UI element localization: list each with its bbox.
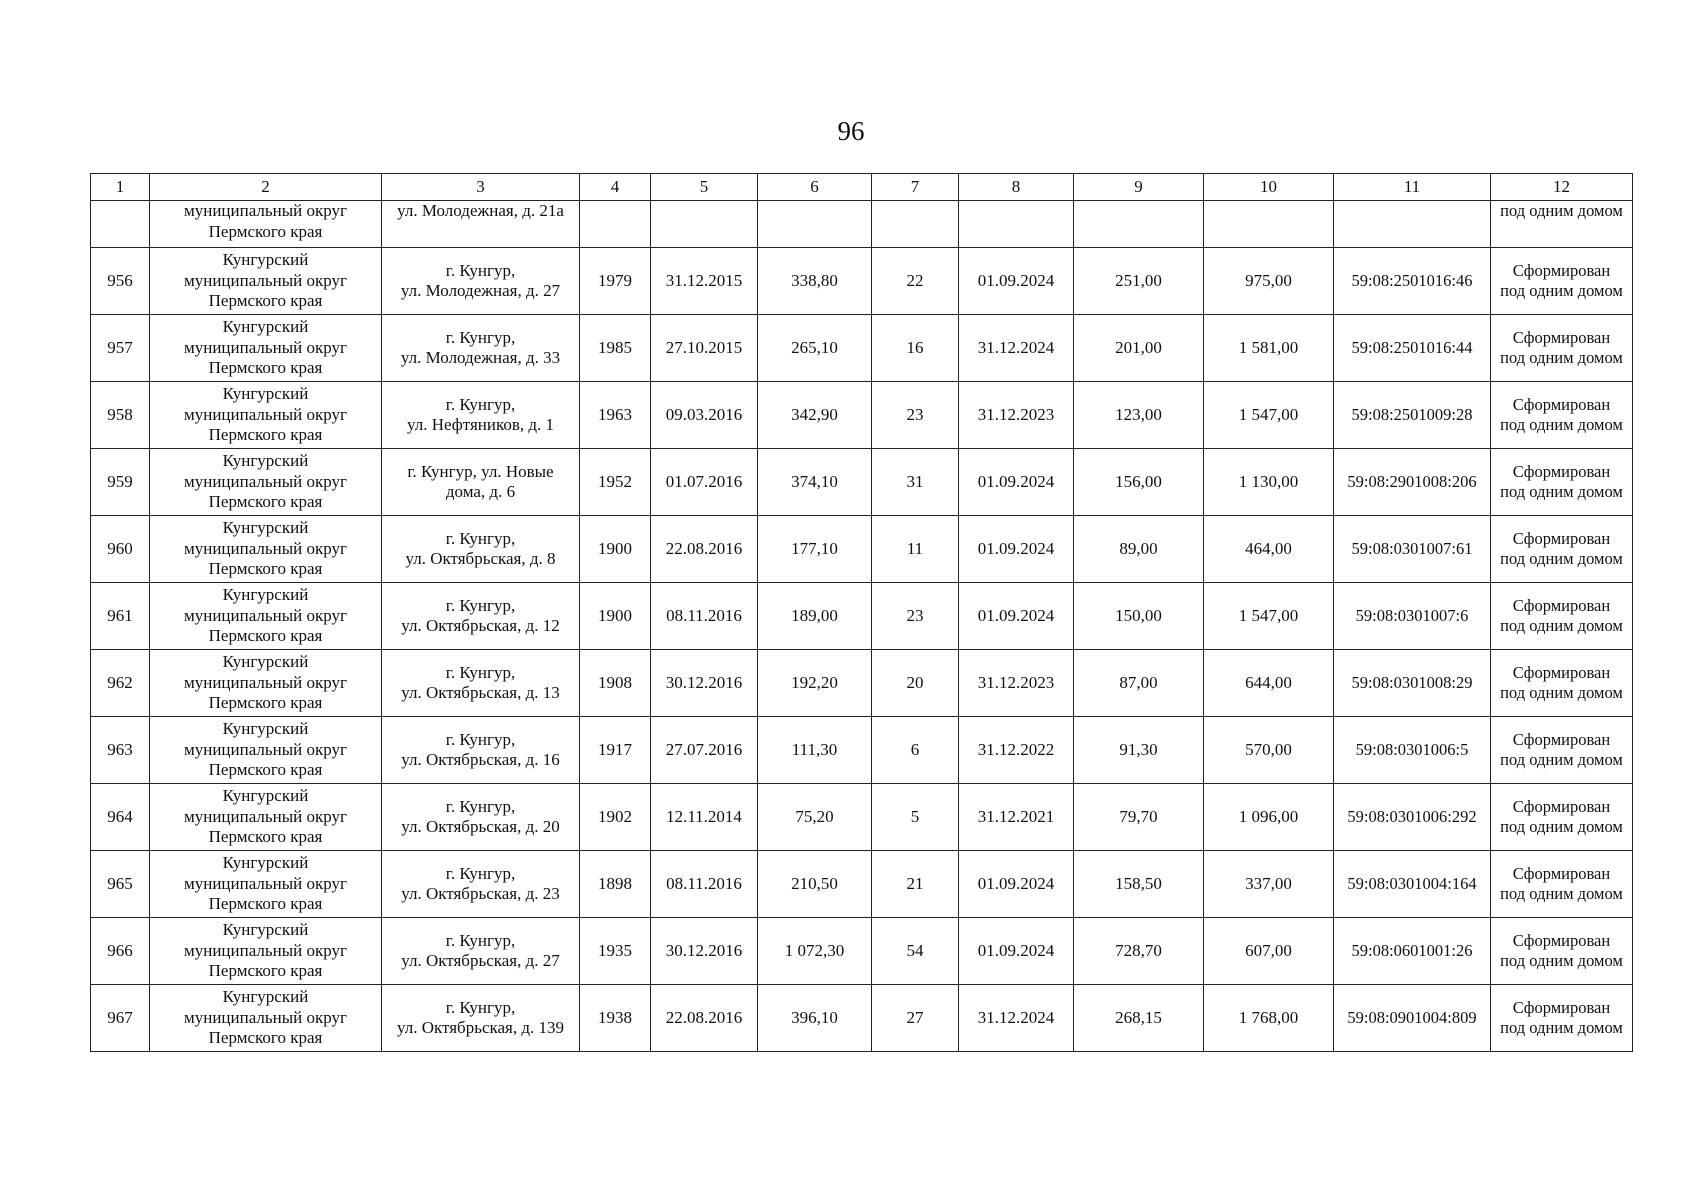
address-line: г. Кунгур, (445, 595, 516, 615)
cell-area (758, 201, 872, 248)
cell-date (651, 201, 758, 248)
address-line: г. Кунгур, (445, 327, 516, 347)
municipality-line: Пермского края (208, 626, 323, 646)
municipality-line: Кунгурский (222, 987, 309, 1007)
status-line: под одним домом (1500, 817, 1623, 836)
cell-municipality (150, 650, 382, 717)
table-body (91, 174, 1633, 1052)
address-line: ул. Молодежная, д. 21а (397, 201, 564, 220)
status-line: Сформирован (1512, 930, 1611, 950)
cell-status (1491, 449, 1633, 516)
municipality-line: Пермского края (208, 894, 323, 914)
address-line: г. Кунгур, ул. Новые (407, 461, 554, 481)
cell-number: 960 (91, 516, 150, 583)
municipality-line: Кунгурский (222, 451, 309, 471)
cell-date: 22.08.2016 (651, 516, 758, 583)
status-line: под одним домом (1500, 415, 1623, 434)
address-line: ул. Октябрьская, д. 12 (401, 616, 560, 635)
cell-year: 1917 (580, 717, 651, 784)
column-header-3: 3 (382, 174, 580, 201)
cell-date: 30.12.2016 (651, 650, 758, 717)
cell-deadline: 31.12.2023 (959, 382, 1074, 449)
cell-municipality (150, 918, 382, 985)
cell-date: 27.10.2015 (651, 315, 758, 382)
cell-address (382, 985, 580, 1052)
status-line: под одним домом (1500, 616, 1623, 635)
cell-cadastral: 59:08:2501016:46 (1334, 248, 1491, 315)
address-line: дома, д. 6 (445, 482, 516, 501)
municipality-line: муниципальный округ (183, 404, 348, 424)
address-line: г. Кунгур, (445, 662, 516, 682)
cell-number: 959 (91, 449, 150, 516)
column-header-11: 11 (1334, 174, 1491, 201)
cell-cadastral: 59:08:2901008:206 (1334, 449, 1491, 516)
cell-address (382, 918, 580, 985)
municipality-line: муниципальный округ (183, 806, 348, 826)
cell-date: 08.11.2016 (651, 851, 758, 918)
cell-status (1491, 516, 1633, 583)
municipality-line: Кунгурский (222, 518, 309, 538)
cell-residents: 27 (872, 985, 959, 1052)
status-line: Сформирован (1512, 260, 1611, 280)
status-line: Сформирован (1512, 729, 1611, 749)
column-header-5: 5 (651, 174, 758, 201)
column-header-10: 10 (1204, 174, 1334, 201)
cell-land-area: 1 130,00 (1204, 449, 1334, 516)
cell-residents (872, 201, 959, 248)
cell-status (1491, 248, 1633, 315)
cell-date: 12.11.2014 (651, 784, 758, 851)
status-line: Сформирован (1512, 796, 1611, 816)
cell-deadline: 01.09.2024 (959, 516, 1074, 583)
municipality-line: Пермского края (208, 827, 323, 847)
municipality-line: Пермского края (208, 760, 323, 780)
cell-land-area: 1 096,00 (1204, 784, 1334, 851)
cell-municipality (150, 201, 382, 248)
municipality-line: муниципальный округ (183, 538, 348, 558)
column-header-9: 9 (1074, 174, 1204, 201)
cell-status (1491, 784, 1633, 851)
table-row (91, 918, 1633, 985)
address-line: г. Кунгур, (445, 260, 516, 280)
table-row (91, 248, 1633, 315)
address-line: г. Кунгур, (445, 796, 516, 816)
cell-area-2: 251,00 (1074, 248, 1204, 315)
status-line: под одним домом (1500, 683, 1623, 702)
status-line: под одним домом (1500, 201, 1623, 220)
table-row (91, 315, 1633, 382)
cell-area-2: 87,00 (1074, 650, 1204, 717)
status-line: Сформирован (1512, 662, 1611, 682)
table-row (91, 717, 1633, 784)
cell-number: 957 (91, 315, 150, 382)
municipality-line: Пермского края (208, 559, 323, 579)
cell-number: 963 (91, 717, 150, 784)
column-header-6: 6 (758, 174, 872, 201)
municipality-line: Пермского края (208, 358, 323, 378)
cell-municipality (150, 985, 382, 1052)
cell-deadline: 31.12.2021 (959, 784, 1074, 851)
cell-year (580, 201, 651, 248)
column-header-7: 7 (872, 174, 959, 201)
column-header-8: 8 (959, 174, 1074, 201)
cell-land-area: 464,00 (1204, 516, 1334, 583)
page-number: 96 (837, 116, 865, 146)
municipality-line: Пермского края (208, 1028, 323, 1048)
municipality-line: муниципальный округ (183, 337, 348, 357)
cell-status (1491, 650, 1633, 717)
housing-registry-table (90, 173, 1633, 1052)
cell-residents: 20 (872, 650, 959, 717)
cell-residents: 11 (872, 516, 959, 583)
cell-address (382, 784, 580, 851)
address-line: ул. Молодежная, д. 33 (400, 348, 561, 367)
cell-address (382, 583, 580, 650)
table-row (91, 784, 1633, 851)
cell-land-area: 1 547,00 (1204, 583, 1334, 650)
address-line: г. Кунгур, (445, 528, 516, 548)
cell-deadline: 31.12.2024 (959, 315, 1074, 382)
cell-deadline: 01.09.2024 (959, 248, 1074, 315)
cell-land-area: 644,00 (1204, 650, 1334, 717)
cell-area: 1 072,30 (758, 918, 872, 985)
cell-number: 956 (91, 248, 150, 315)
cell-number: 962 (91, 650, 150, 717)
cell-deadline: 31.12.2023 (959, 650, 1074, 717)
municipality-line: Пермского края (208, 693, 323, 713)
municipality-line: Пермского края (208, 291, 323, 311)
municipality-line: муниципальный округ (183, 201, 348, 220)
cell-deadline: 01.09.2024 (959, 918, 1074, 985)
cell-area-2: 89,00 (1074, 516, 1204, 583)
cell-land-area: 1 581,00 (1204, 315, 1334, 382)
cell-status (1491, 918, 1633, 985)
cell-date: 27.07.2016 (651, 717, 758, 784)
cell-date: 09.03.2016 (651, 382, 758, 449)
cell-year: 1900 (580, 583, 651, 650)
cell-address (382, 717, 580, 784)
cell-area-2 (1074, 201, 1204, 248)
cell-cadastral: 59:08:0301007:6 (1334, 583, 1491, 650)
column-number-row (91, 174, 1633, 201)
cell-cadastral: 59:08:0301008:29 (1334, 650, 1491, 717)
status-line: Сформирован (1512, 461, 1611, 481)
status-line: Сформирован (1512, 327, 1611, 347)
table-row (91, 851, 1633, 918)
address-line: ул. Октябрьская, д. 27 (401, 951, 560, 970)
status-line: под одним домом (1500, 482, 1623, 501)
table-row (91, 583, 1633, 650)
cell-cadastral: 59:08:0301007:61 (1334, 516, 1491, 583)
address-line: г. Кунгур, (445, 394, 516, 414)
cell-year: 1935 (580, 918, 651, 985)
cell-municipality (150, 784, 382, 851)
address-line: г. Кунгур, (445, 863, 516, 883)
cell-deadline: 01.09.2024 (959, 851, 1074, 918)
status-line: Сформирован (1512, 997, 1611, 1017)
cell-status (1491, 851, 1633, 918)
status-line: под одним домом (1500, 549, 1623, 568)
cell-municipality (150, 449, 382, 516)
cell-land-area: 337,00 (1204, 851, 1334, 918)
cell-land-area (1204, 201, 1334, 248)
status-line: Сформирован (1512, 595, 1611, 615)
cell-address (382, 449, 580, 516)
table-row (91, 449, 1633, 516)
status-line: под одним домом (1500, 750, 1623, 769)
cell-status (1491, 201, 1633, 248)
cell-area: 192,20 (758, 650, 872, 717)
cell-deadline (959, 201, 1074, 248)
status-line: Сформирован (1512, 528, 1611, 548)
cell-year: 1979 (580, 248, 651, 315)
cell-area-2: 79,70 (1074, 784, 1204, 851)
cell-area: 396,10 (758, 985, 872, 1052)
cell-cadastral: 59:08:2501016:44 (1334, 315, 1491, 382)
municipality-line: Кунгурский (222, 652, 309, 672)
cell-area: 210,50 (758, 851, 872, 918)
cell-date: 08.11.2016 (651, 583, 758, 650)
municipality-line: муниципальный округ (183, 605, 348, 625)
cell-municipality (150, 382, 382, 449)
cell-cadastral: 59:08:0601001:26 (1334, 918, 1491, 985)
cell-number: 965 (91, 851, 150, 918)
cell-date: 01.07.2016 (651, 449, 758, 516)
status-line: Сформирован (1512, 394, 1611, 414)
cell-year: 1908 (580, 650, 651, 717)
cell-area: 177,10 (758, 516, 872, 583)
cell-year: 1898 (580, 851, 651, 918)
status-line: под одним домом (1500, 281, 1623, 300)
municipality-line: муниципальный округ (183, 672, 348, 692)
municipality-line: муниципальный округ (183, 873, 348, 893)
status-line: под одним домом (1500, 1018, 1623, 1037)
status-line: под одним домом (1500, 951, 1623, 970)
table-row (91, 985, 1633, 1052)
address-line: г. Кунгур, (445, 997, 516, 1017)
cell-area: 75,20 (758, 784, 872, 851)
cell-deadline: 01.09.2024 (959, 449, 1074, 516)
cell-area-2: 268,15 (1074, 985, 1204, 1052)
address-line: ул. Октябрьская, д. 13 (401, 683, 560, 702)
municipality-line: Кунгурский (222, 317, 309, 337)
cell-cadastral (1334, 201, 1491, 248)
municipality-line: Пермского края (208, 961, 323, 981)
address-line: г. Кунгур, (445, 729, 516, 749)
cell-status (1491, 583, 1633, 650)
cell-year: 1952 (580, 449, 651, 516)
cell-status (1491, 382, 1633, 449)
address-line: ул. Октябрьская, д. 8 (405, 549, 556, 568)
cell-residents: 22 (872, 248, 959, 315)
cell-address (382, 851, 580, 918)
address-line: ул. Молодежная, д. 27 (400, 281, 561, 300)
cell-municipality (150, 583, 382, 650)
municipality-line: муниципальный округ (183, 739, 348, 759)
cell-cadastral: 59:08:0901004:809 (1334, 985, 1491, 1052)
cell-number: 967 (91, 985, 150, 1052)
municipality-line: Кунгурский (222, 786, 309, 806)
cell-area-2: 156,00 (1074, 449, 1204, 516)
status-line: Сформирован (1512, 863, 1611, 883)
cell-address (382, 248, 580, 315)
cell-status (1491, 717, 1633, 784)
cell-area-2: 158,50 (1074, 851, 1204, 918)
cell-land-area: 1 547,00 (1204, 382, 1334, 449)
cell-land-area: 1 768,00 (1204, 985, 1334, 1052)
cell-year: 1902 (580, 784, 651, 851)
cell-area-2: 91,30 (1074, 717, 1204, 784)
cell-deadline: 31.12.2024 (959, 985, 1074, 1052)
municipality-line: Кунгурский (222, 920, 309, 940)
cell-municipality (150, 516, 382, 583)
cell-area: 111,30 (758, 717, 872, 784)
municipality-line: муниципальный округ (183, 1007, 348, 1027)
cell-number (91, 201, 150, 248)
cell-date: 30.12.2016 (651, 918, 758, 985)
table-row (91, 516, 1633, 583)
cell-residents: 54 (872, 918, 959, 985)
column-header-1: 1 (91, 174, 150, 201)
cell-residents: 21 (872, 851, 959, 918)
cell-address (382, 315, 580, 382)
cell-area-2: 123,00 (1074, 382, 1204, 449)
municipality-line: Кунгурский (222, 585, 309, 605)
cell-municipality (150, 315, 382, 382)
column-header-12: 12 (1491, 174, 1633, 201)
cell-cadastral: 59:08:0301006:292 (1334, 784, 1491, 851)
cell-residents: 16 (872, 315, 959, 382)
cell-address (382, 201, 580, 248)
cell-area-2: 728,70 (1074, 918, 1204, 985)
cell-municipality (150, 851, 382, 918)
cell-area: 189,00 (758, 583, 872, 650)
cell-address (382, 516, 580, 583)
municipality-line: муниципальный округ (183, 940, 348, 960)
municipality-line: Кунгурский (222, 853, 309, 873)
table-row (91, 650, 1633, 717)
cell-area: 342,90 (758, 382, 872, 449)
cell-area: 374,10 (758, 449, 872, 516)
cell-number: 958 (91, 382, 150, 449)
cell-cadastral: 59:08:0301004:164 (1334, 851, 1491, 918)
cell-cadastral: 59:08:2501009:28 (1334, 382, 1491, 449)
cell-area: 338,80 (758, 248, 872, 315)
cell-year: 1938 (580, 985, 651, 1052)
municipality-line: муниципальный округ (183, 471, 348, 491)
cell-address (382, 650, 580, 717)
cell-residents: 23 (872, 583, 959, 650)
cell-land-area: 975,00 (1204, 248, 1334, 315)
carry-over-row (91, 201, 1633, 248)
cell-status (1491, 315, 1633, 382)
cell-municipality (150, 248, 382, 315)
cell-date: 22.08.2016 (651, 985, 758, 1052)
municipality-line: Пермского края (208, 425, 323, 445)
municipality-line: Кунгурский (222, 384, 309, 404)
cell-area-2: 150,00 (1074, 583, 1204, 650)
municipality-line: Кунгурский (222, 719, 309, 739)
cell-land-area: 607,00 (1204, 918, 1334, 985)
cell-residents: 31 (872, 449, 959, 516)
status-line: под одним домом (1500, 348, 1623, 367)
cell-municipality (150, 717, 382, 784)
address-line: г. Кунгур, (445, 930, 516, 950)
municipality-line: Кунгурский (222, 250, 309, 270)
address-line: ул. Октябрьская, д. 23 (401, 884, 560, 903)
cell-year: 1985 (580, 315, 651, 382)
cell-deadline: 01.09.2024 (959, 583, 1074, 650)
cell-deadline: 31.12.2022 (959, 717, 1074, 784)
cell-number: 966 (91, 918, 150, 985)
cell-residents: 6 (872, 717, 959, 784)
address-line: ул. Октябрьская, д. 139 (396, 1018, 565, 1037)
municipality-line: Пермского края (208, 221, 323, 241)
cell-area: 265,10 (758, 315, 872, 382)
table-row (91, 382, 1633, 449)
cell-status (1491, 985, 1633, 1052)
cell-residents: 5 (872, 784, 959, 851)
cell-land-area: 570,00 (1204, 717, 1334, 784)
cell-year: 1900 (580, 516, 651, 583)
cell-area-2: 201,00 (1074, 315, 1204, 382)
municipality-line: муниципальный округ (183, 270, 348, 290)
municipality-line: Пермского края (208, 492, 323, 512)
status-line: под одним домом (1500, 884, 1623, 903)
address-line: ул. Октябрьская, д. 16 (401, 750, 560, 769)
cell-address (382, 382, 580, 449)
cell-number: 964 (91, 784, 150, 851)
cell-cadastral: 59:08:0301006:5 (1334, 717, 1491, 784)
cell-residents: 23 (872, 382, 959, 449)
address-line: ул. Нефтяников, д. 1 (406, 415, 555, 434)
cell-year: 1963 (580, 382, 651, 449)
column-header-2: 2 (150, 174, 382, 201)
cell-date: 31.12.2015 (651, 248, 758, 315)
cell-number: 961 (91, 583, 150, 650)
column-header-4: 4 (580, 174, 651, 201)
address-line: ул. Октябрьская, д. 20 (401, 817, 560, 836)
